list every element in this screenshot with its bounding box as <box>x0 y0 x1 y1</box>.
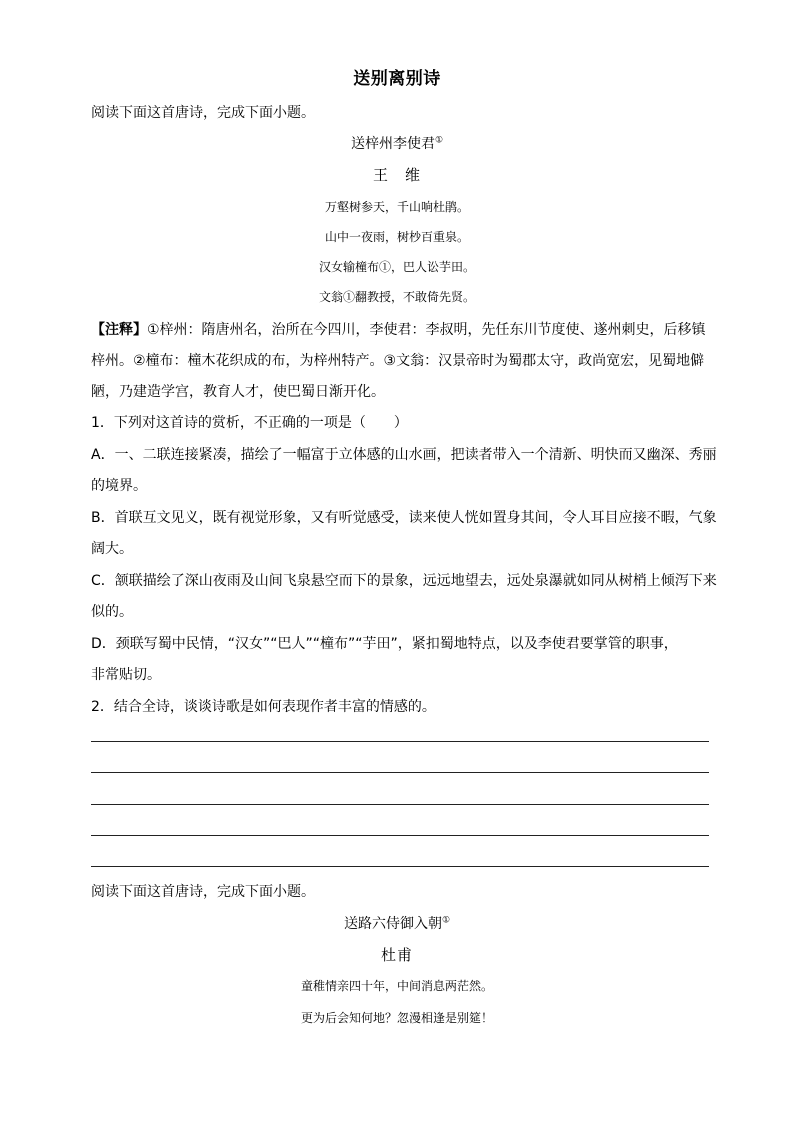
question-1: 1．下列对这首诗的赏析，不正确的一项是（ ） <box>91 415 408 431</box>
page-title: 送别离别诗 <box>353 69 441 89</box>
question-2: 2．结合全诗，谈谈诗歌是如何表现作者丰富的情感的。 <box>91 699 436 715</box>
poem2-title-note: ① <box>441 915 451 926</box>
answer-line-5[interactable] <box>91 866 709 867</box>
answer-line-4[interactable] <box>91 835 709 836</box>
answer-line-2[interactable] <box>91 772 709 773</box>
note-text-1: ①梓州：隋唐州名，治所在今四川，李使君：李叔明，先任东川节度使、遂州刺史，后移镇 <box>147 322 706 338</box>
note-heading: 【注释】 <box>91 322 147 338</box>
option-b-line-2: 阔大。 <box>91 541 133 557</box>
option-c-line-2: 似的。 <box>91 604 133 620</box>
answer-line-1[interactable] <box>91 741 709 742</box>
option-a-line-1: A．一、二联连接紧凑，描绘了一幅富于立体感的山水画，把读者带入一个清新、明快而又幽深、秀丽 <box>91 447 717 463</box>
poem1-title-text: 送梓州李使君 <box>350 136 435 152</box>
poem1-title-note: ① <box>434 135 444 146</box>
poem2-title <box>0 913 794 933</box>
section1-intro: 阅读下面这首唐诗，完成下面小题。 <box>91 105 315 121</box>
poem1-verse-1: 万壑树参天，千山响杜鹃。 <box>324 200 469 214</box>
poem2-verse-1: 童稚情亲四十年，中间消息两茫然。 <box>300 979 493 993</box>
option-c-line-1: C．颔联描绘了深山夜雨及山间飞泉悬空而下的景象，远远地望去，远处泉瀑就如同从树梢上倾泻下来 <box>91 573 717 589</box>
poem1-author: 王 维 <box>372 166 421 184</box>
poem1-verse-4: 文翁①翻教授，不敢倚先贤。 <box>318 290 475 304</box>
note-line-3: 陋，乃建造学宫，教育人才，使巴蜀日渐开化。 <box>91 384 385 400</box>
option-a-line-2: 的境界。 <box>91 478 147 494</box>
poem2-title-text: 送路六侍御入朝 <box>343 916 442 932</box>
answer-line-3[interactable] <box>91 804 709 805</box>
poem1-verse-2: 山中一夜雨，树杪百重泉。 <box>324 230 469 244</box>
poem1-title <box>0 133 794 153</box>
option-b-line-1: B．首联互文见义，既有视觉形象，又有听觉感受，读来使人恍如置身其间，令人耳目应接不暇，气象 <box>91 510 717 526</box>
option-d-line-2: 非常贴切。 <box>91 667 161 683</box>
option-d-line-1: D．颈联写蜀中民情，“汉女”“巴人”“橦布”“芋田”，紧扣蜀地特点，以及李使君要掌管的职事， <box>91 636 678 652</box>
poem1-verse-3: 汉女输橦布①，巴人讼芋田。 <box>318 260 475 274</box>
section2-intro: 阅读下面这首唐诗，完成下面小题。 <box>91 884 315 900</box>
note-line-1 <box>91 320 711 340</box>
note-line-2: 梓州。②橦布：橦木花织成的布，为梓州特产。③文翁：汉景帝时为蜀郡太守，政尚宽宏，见蜀地僻 <box>91 353 705 369</box>
poem2-author: 杜甫 <box>380 946 413 964</box>
poem2-verse-2: 更为后会知何地？忽漫相逢是别筵！ <box>300 1011 493 1025</box>
